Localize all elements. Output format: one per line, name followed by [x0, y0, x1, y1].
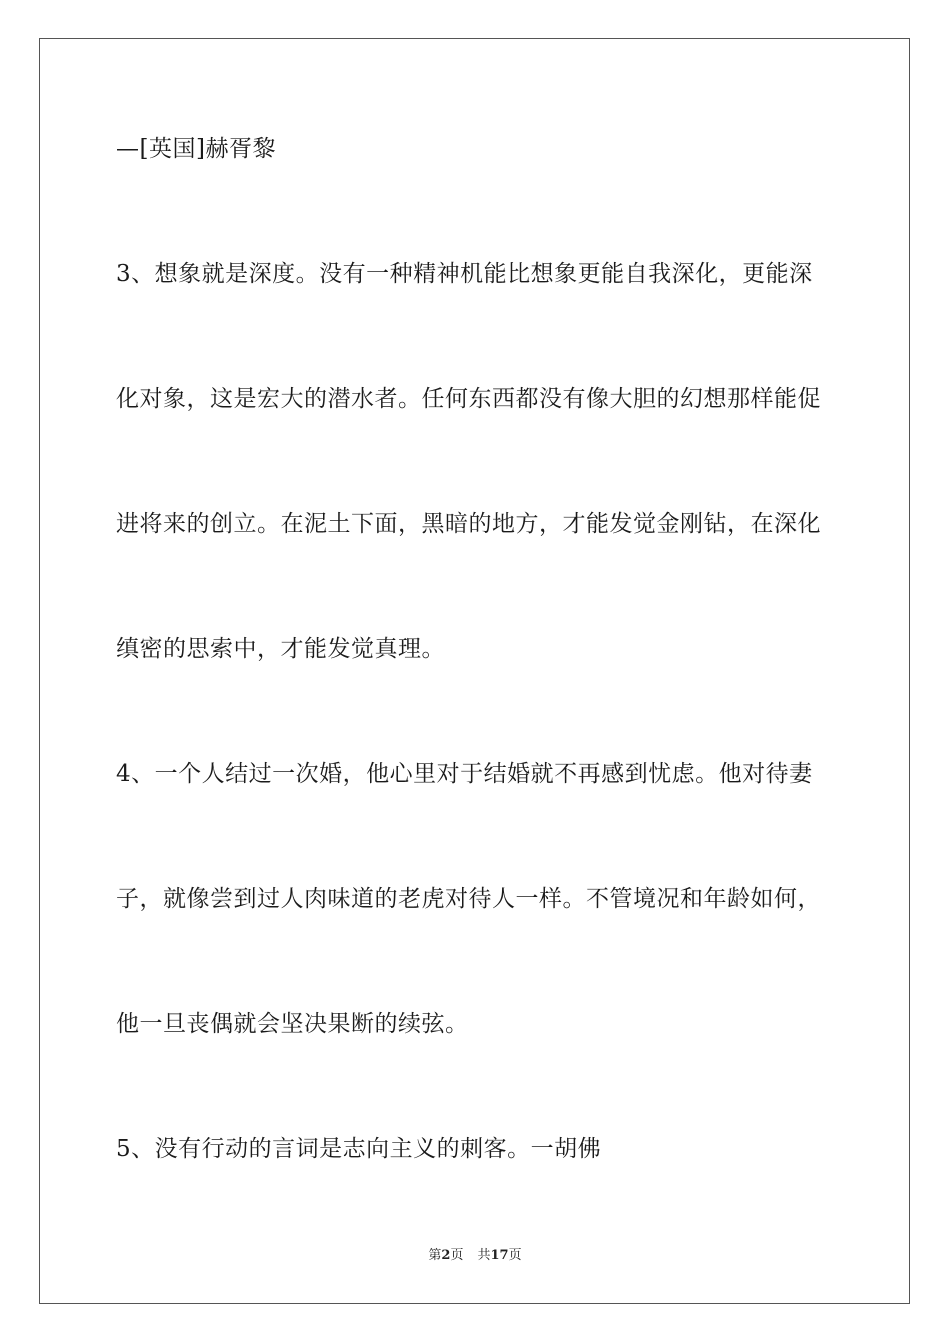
- paragraph-4-line-2: 子，就像尝到过人肉味道的老虎对待人一样。不管境况和年龄如何，: [116, 886, 821, 912]
- page-suffix: 页: [450, 1248, 464, 1263]
- page-number: 2: [441, 1248, 451, 1263]
- paragraph-3-line-2: 化对象，这是宏大的潜水者。任何东西都没有像大胆的幻想那样能促: [116, 386, 821, 412]
- paragraph-3-line-4: 缜密的思索中，才能发觉真理。: [116, 636, 445, 662]
- paragraph-5-line-1: 5、没有行动的言词是志向主义的刺客。一胡佛: [116, 1136, 602, 1162]
- paragraph-4-line-1: 4、一个人结过一次婚，他心里对于结婚就不再感到忧虑。他对待妻: [116, 761, 813, 787]
- page-prefix: 第: [428, 1248, 442, 1263]
- attribution-line: —[英国]赫胥黎: [116, 136, 276, 162]
- total-suffix: 页: [508, 1248, 522, 1263]
- paragraph-3-line-3: 进将来的创立。在泥土下面，黑暗的地方，才能发觉金刚钻，在深化: [116, 511, 821, 537]
- page-border: [39, 38, 910, 1304]
- total-pages: 17: [490, 1248, 509, 1263]
- total-prefix: 共: [477, 1248, 491, 1263]
- paragraph-3-line-1: 3、想象就是深度。没有一种精神机能比想象更能自我深化，更能深: [116, 261, 813, 287]
- paragraph-4-line-3: 他一旦丧偶就会坚决果断的续弦。: [116, 1011, 469, 1037]
- page-footer: [0, 1247, 950, 1265]
